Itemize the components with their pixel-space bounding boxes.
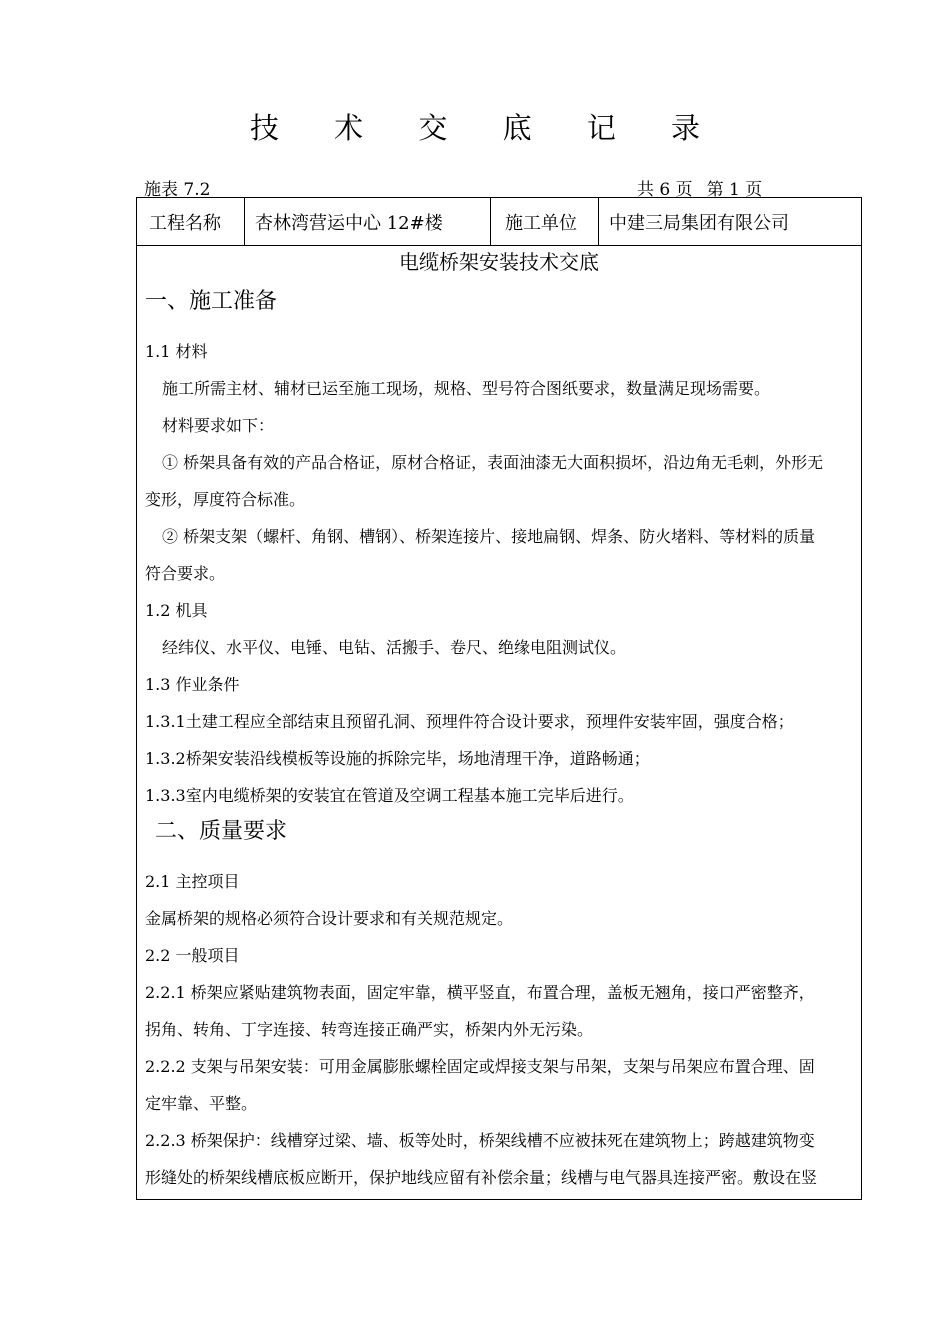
paragraph: 定牢靠、平整。 xyxy=(145,1094,258,1113)
paragraph: 1.3.3室内电缆桥架的安装宜在管道及空调工程基本施工完毕后进行。 xyxy=(145,786,634,805)
project-name-label: 工程名称 xyxy=(137,198,245,245)
subsection-2-1: 2.1 主控项目 xyxy=(145,872,240,891)
paragraph: 1.3.2桥架安装沿线模板等设施的拆除完毕，场地清理干净，道路畅通； xyxy=(145,749,650,768)
section-2-heading: 二、质量要求 xyxy=(155,819,288,844)
subsection-1-3: 1.3 作业条件 xyxy=(145,675,240,694)
subsection-1-2: 1.2 机具 xyxy=(145,601,208,620)
project-name-value: 杏林湾营运中心 12#楼 xyxy=(245,198,491,245)
paragraph: 1.3.1土建工程应全部结束且预留孔洞、预埋件符合设计要求，预埋件安装牢固，强度合格； xyxy=(145,712,794,731)
section-1-heading: 一、施工准备 xyxy=(145,289,278,314)
document-title: 技 术 交 底 记 录 xyxy=(249,111,724,145)
list-item-1-line-1: ① 桥架具备有效的产品合格证，原材合格证，表面油漆无大面积损坏，沿边角无毛刺，外形无 xyxy=(162,453,824,472)
paragraph: 2.2.2 支架与吊架安装：可用金属膨胀螺栓固定或焊接支架与吊架，支架与吊架应布置合理、固 xyxy=(145,1057,815,1076)
list-item-1-line-2: 变形，厚度符合标准。 xyxy=(145,490,306,509)
page-number: 第 1 页 xyxy=(706,180,763,200)
paragraph: 2.2.3 桥架保护：线槽穿过梁、墙、板等处时，桥架线槽不应被抹死在建筑物上；跨越建筑物变 xyxy=(145,1131,815,1150)
total-pages: 共 6 页 xyxy=(637,180,693,200)
header-row xyxy=(137,198,861,246)
subsection-2-2: 2.2 一般项目 xyxy=(145,946,240,965)
paragraph: 经纬仪、水平仪、电锤、电钻、活搬手、卷尺、绝缘电阻测试仪。 xyxy=(162,638,627,657)
paragraph: 形缝处的桥架线槽底板应断开，保护地线应留有补偿余量；线槽与电气器具连接严密。敷设在竖 xyxy=(145,1168,818,1187)
body-content xyxy=(137,248,861,1196)
list-item-2-line-1: ② 桥架支架（螺杆、角钢、槽钢）、桥架连接片、接地扁钢、焊条、防火堵料、等材料的质量 xyxy=(162,527,816,546)
paragraph: 材料要求如下： xyxy=(162,416,275,435)
paragraph: 拐角、转角、丁字连接、转弯连接正确严实，桥架内外无污染。 xyxy=(145,1020,594,1039)
list-item-2-line-2: 符合要求。 xyxy=(145,564,226,583)
construction-unit-label: 施工单位 xyxy=(491,198,599,245)
form-number: 施表 7.2 xyxy=(144,180,211,200)
paragraph: 施工所需主材、辅材已运至施工现场，规格、型号符合图纸要求，数量满足现场需要。 xyxy=(162,379,771,398)
document-subtitle: 电缆桥架安装技术交底 xyxy=(399,250,599,274)
paragraph: 2.2.1 桥架应紧贴建筑物表面，固定牢靠，横平竖直，布置合理，盖板无翘角，接口严密整齐， xyxy=(145,983,815,1002)
paragraph: 金属桥架的规格必须符合设计要求和有关规范规定。 xyxy=(145,909,514,928)
subsection-1-1: 1.1 材料 xyxy=(145,342,208,361)
construction-unit-value: 中建三局集团有限公司 xyxy=(609,212,789,234)
record-table xyxy=(136,197,862,1200)
